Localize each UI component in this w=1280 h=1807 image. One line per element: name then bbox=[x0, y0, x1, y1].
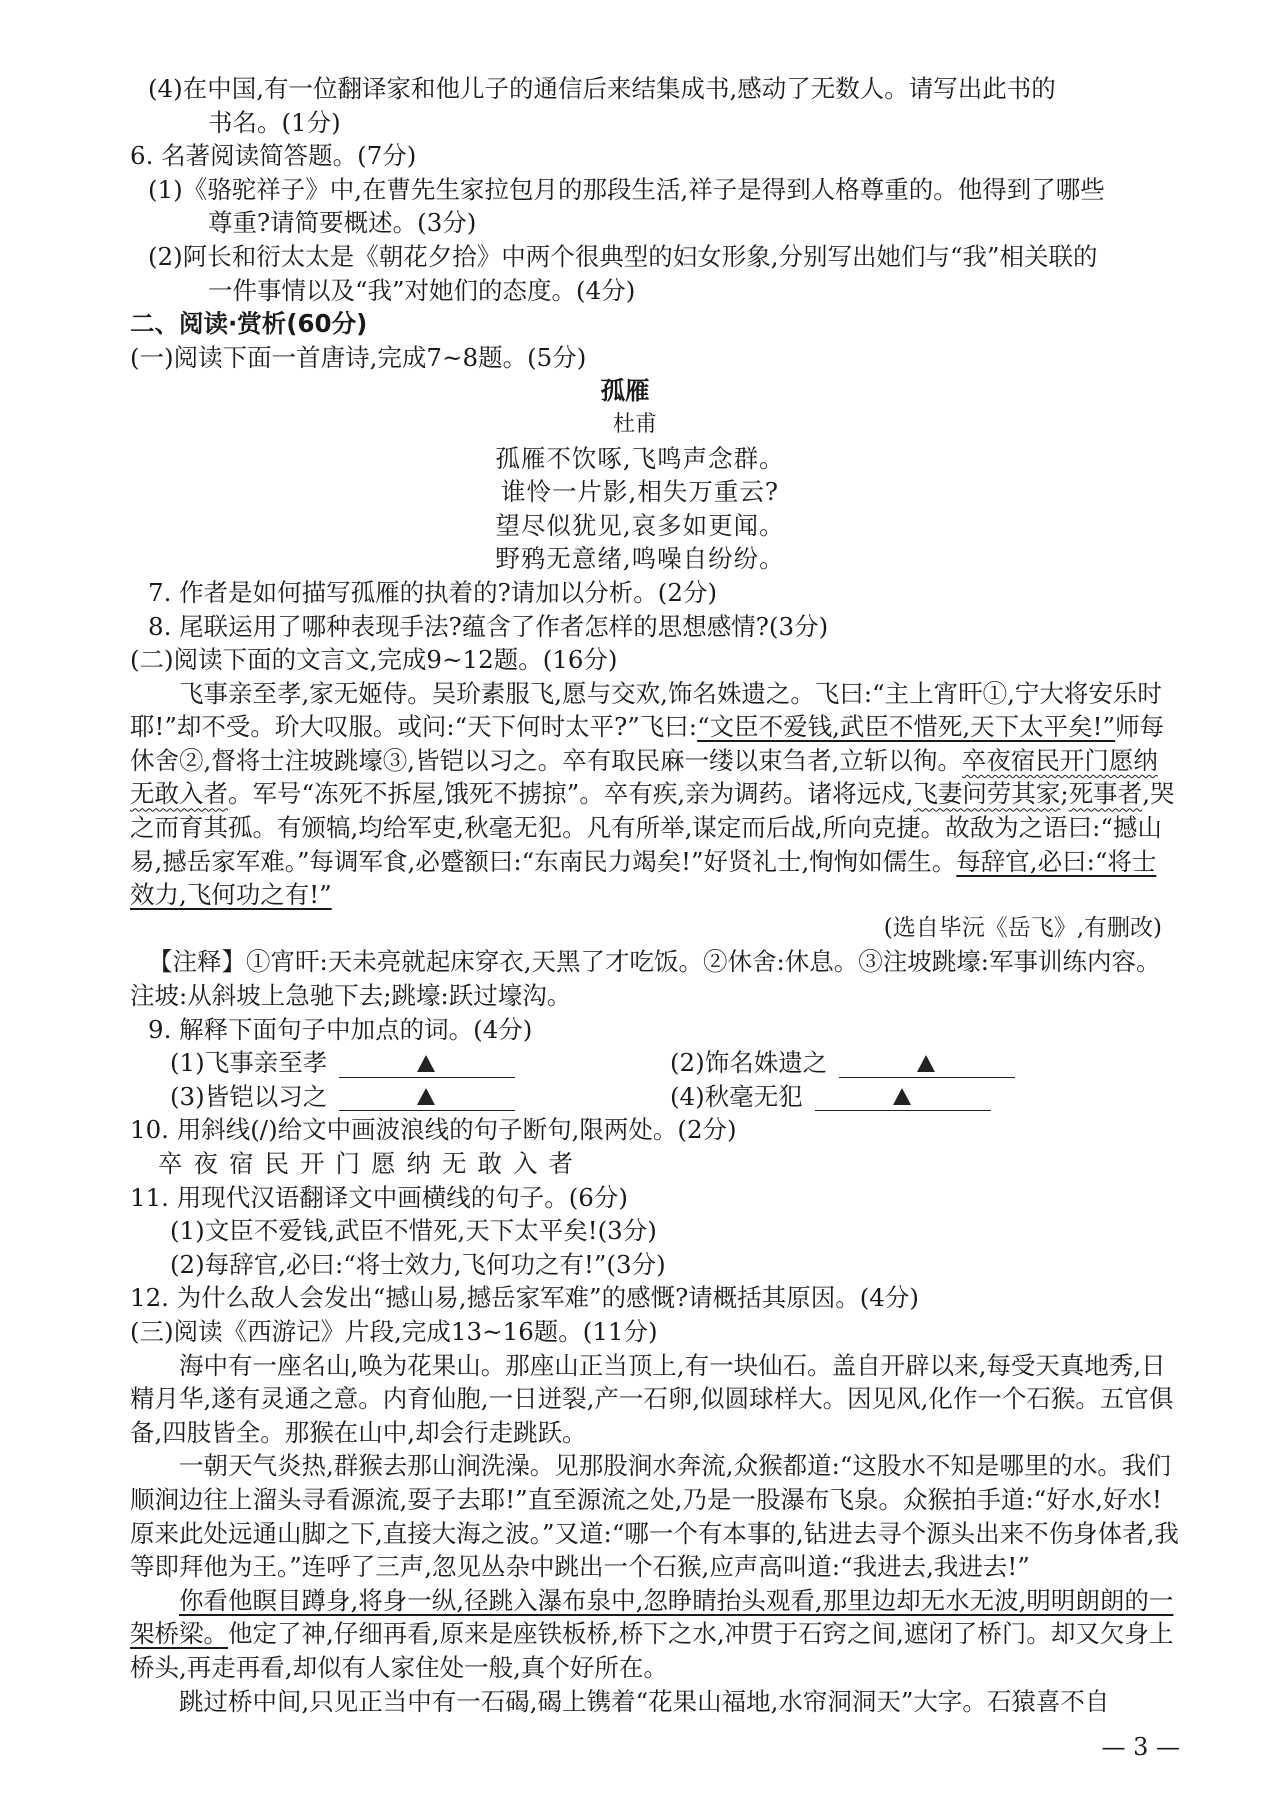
question-10: 10. 用斜线(/)给文中画波浪线的句子断句,限两处。(2分) bbox=[130, 1115, 737, 1145]
question-9-item bbox=[170, 1080, 670, 1114]
answer-blank[interactable] bbox=[339, 1049, 515, 1078]
question-6-2-line1: (2)阿长和衍太太是《朝花夕拾》中两个很典型的妇女形象,分别写出她们与“我”相关联的 bbox=[148, 241, 1098, 271]
exam-page bbox=[130, 72, 1180, 1718]
xiyouji-paragraph-1: 海中有一座名山,唤为花果山。那座山正当顶上,有一块仙石。盖自开辟以来,每受天真地秀,日精月华,遂有灵通之意。内育仙胞,一日迸裂,产一石卵,似圆球样大。因见风,化作一个石猴。五官俱备,四肢皆全。那猴在山中,却会行走跳跃。 bbox=[130, 1350, 1174, 1447]
section-2-heading: 二、阅读·赏析(60分) bbox=[130, 309, 368, 339]
question-9-item-text: (1)飞事亲至孝 bbox=[170, 1048, 328, 1078]
paragraph-text: 他定了神,仔细再看,原来是座铁板桥,桥下之水,冲贯于石窍之间,遮闭了桥门。却又欠身上桥头,再走再看,却似有人家住处一般,真个好所在。 bbox=[130, 1619, 1174, 1682]
triangle-icon bbox=[417, 1088, 435, 1105]
answer-blank[interactable] bbox=[339, 1082, 515, 1111]
xiyouji-paragraph-2: 一朝天气炎热,群猴去那山涧洗澡。见那股涧水奔流,众猴都道:“这股水不知是哪里的水。我们顺涧边往上溜头寻看源流,耍子去耶!”直至源流之处,乃是一股瀑布飞泉。众猴拍手道:“好水,好水!原来此处远通山脚之下,直接大海之波。”又道:“哪一个有本事的,钻进去寻个源头出来不伤身体者,我等即拜他为王。”连呼了三声,忽见丛杂中跳出一个石猴,应声高叫道:“我进去,我进去!” bbox=[130, 1451, 1179, 1582]
question-5-4-line1: (4)在中国,有一位翻译家和他儿子的通信后来结集成书,感动了无数人。请写出此书的 bbox=[148, 74, 1056, 103]
poem-line: 孤雁不饮啄,飞鸣声念群。 bbox=[495, 443, 785, 473]
triangle-icon bbox=[417, 1055, 435, 1072]
part-3-heading: (三)阅读《西游记》片段,完成13~16题。(11分) bbox=[130, 1316, 658, 1346]
triangle-icon bbox=[893, 1088, 911, 1105]
wavy-phrase: 飞妻问劳其家 bbox=[913, 779, 1061, 809]
question-7: 7. 作者是如何描写孤雁的执着的?请加以分析。(2分) bbox=[148, 577, 718, 607]
question-11-1: (1)文臣不爱钱,武臣不惜死,天下太平矣!(3分) bbox=[170, 1216, 657, 1246]
poem-title: 孤雁 bbox=[600, 376, 650, 406]
passage-source: (选自毕沅《岳飞》,有删改) bbox=[883, 914, 1162, 941]
question-6-heading: 6. 名著阅读简答题。(7分) bbox=[130, 141, 417, 171]
question-6-1-line2: 尊重?请简要概述。(3分) bbox=[208, 208, 477, 238]
passage-text: ,哭之而育其孤。有颁犒,均给军吏,秋毫无犯。凡有所举,谋定而后战,所向克捷。故敌为之语曰:“撼山易,撼岳家军难。”每调军食,必蹙额曰:“东南民力竭矣!”好贤礼士,恂恂如儒生。 bbox=[130, 779, 1175, 876]
question-9-item-text: (4)秋毫无犯 bbox=[670, 1081, 803, 1111]
question-12: 12. 为什么敌人会发出“撼山易,撼岳家军难”的感慨?请概括其原因。(4分) bbox=[130, 1283, 919, 1313]
passage-text: 师每休舍②,督将士注坡跳壕③,皆铠以习之。卒有取民麻一缕以束刍者,立斩以徇。 bbox=[130, 712, 1165, 775]
classical-passage bbox=[130, 677, 1180, 912]
xiyouji-paragraph-3 bbox=[130, 1584, 1180, 1685]
question-6-1-line1: (1)《骆驼祥子》中,在曹先生家拉包月的那段生活,祥子是得到人格尊重的。他得到了哪些 bbox=[148, 174, 1105, 204]
question-9-item bbox=[670, 1046, 1015, 1080]
poem-line: 野鸦无意绪,鸣噪自纷纷。 bbox=[495, 544, 785, 574]
question-9-item bbox=[670, 1080, 991, 1114]
triangle-icon bbox=[917, 1055, 935, 1072]
passage-text: 。军号“冻死不拆屋,饿死不掳掠”。卒有疾,亲为调药。诸将远戍, bbox=[228, 779, 914, 809]
answer-blank[interactable] bbox=[815, 1082, 991, 1111]
wavy-sentence: 卒夜宿民开门愿纳无敢入者 bbox=[130, 745, 1158, 809]
question-9-item-text: (3)皆铠以习之 bbox=[170, 1081, 328, 1111]
page-number: — 3 — bbox=[1101, 1733, 1180, 1761]
answer-blank[interactable] bbox=[839, 1049, 1015, 1078]
passage-text: ; bbox=[1060, 779, 1069, 809]
question-11: 11. 用现代汉语翻译文中画横线的句子。(6分) bbox=[130, 1182, 628, 1212]
wavy-phrase: 死事者 bbox=[1068, 779, 1143, 809]
question-8: 8. 尾联运用了哪种表现手法?蕴含了作者怎样的思想感情?(3分) bbox=[148, 611, 829, 641]
poem-author: 杜甫 bbox=[612, 411, 657, 437]
underlined-sentence-2: 每辞官,必曰:“将士效力,飞何功之有!” bbox=[130, 846, 1157, 910]
part-1-heading: (一)阅读下面一首唐诗,完成7~8题。(5分) bbox=[130, 342, 587, 372]
question-9-row-1 bbox=[130, 1046, 1180, 1080]
part-2-heading: (二)阅读下面的文言文,完成9~12题。(16分) bbox=[130, 645, 618, 675]
question-5-4-line2: 书名。(1分) bbox=[208, 107, 341, 137]
question-6-2-line2: 一件事情以及“我”对她们的态度。(4分) bbox=[208, 275, 636, 305]
poem-line: 谁怜一片影,相失万重云? bbox=[501, 477, 779, 507]
underlined-sentence: 你看他瞑目蹲身,将身一纵,径跳入瀑布泉中,忽睁睛抬头观看,那里边却无水无波,明明朗朗的一架桥梁。 bbox=[130, 1585, 1174, 1649]
question-11-2: (2)每辞官,必曰:“将士效力,飞何功之有!”(3分) bbox=[170, 1249, 666, 1279]
annotation-note: 【注释】①宵旰:天未亮就起床穿衣,天黑了才吃饭。②休舍:休息。③注坡跳壕:军事训练内容。注坡:从斜坡上急驰下去;跳壕:跃过壕沟。 bbox=[130, 947, 1161, 1011]
question-9-item bbox=[170, 1046, 670, 1080]
underlined-sentence-1: “文臣不爱钱,武臣不惜死,天下太平矣!” bbox=[697, 712, 1116, 742]
xiyouji-paragraph-4: 跳过桥中间,只见正当中有一石碣,碣上镌着“花果山福地,水帘洞洞天”大字。石猿喜不自 bbox=[179, 1686, 1110, 1716]
poem-line: 望尽似犹见,哀多如更闻。 bbox=[495, 510, 785, 540]
question-9-row-2 bbox=[130, 1080, 1180, 1114]
question-10-sentence: 卒夜宿民开门愿纳无敢入者 bbox=[158, 1149, 584, 1178]
question-9-item-text: (2)饰名姝遗之 bbox=[670, 1048, 828, 1078]
passage-text: 飞事亲至孝,家无姬侍。吴玠素服飞,愿与交欢,饰名姝遗之。飞曰:“主上宵旰①,宁大将安乐时耶!”却不受。玠大叹服。或问:“天下何时太平?”飞曰: bbox=[130, 678, 1162, 742]
question-9-heading: 9. 解释下面句子中加点的词。(4分) bbox=[148, 1014, 533, 1044]
